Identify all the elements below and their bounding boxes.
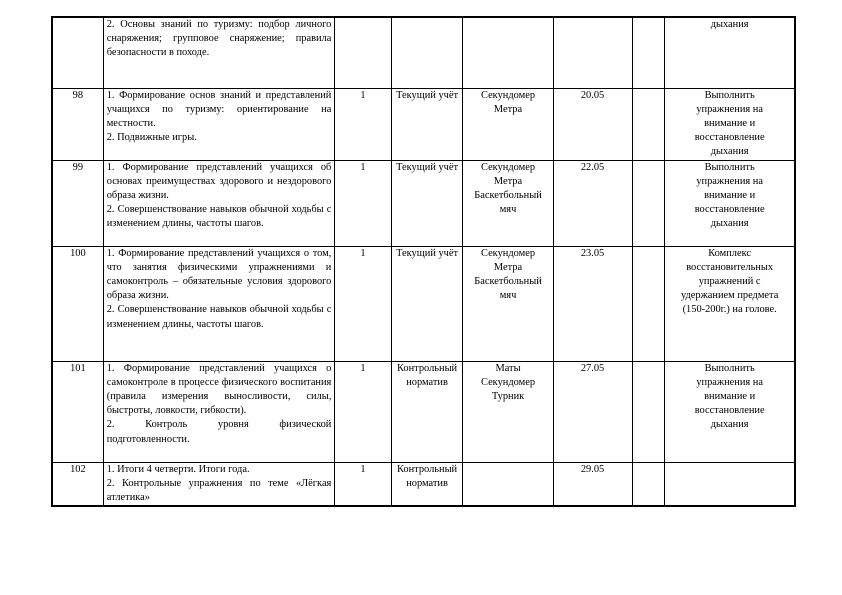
lesson-number-cell: 98 bbox=[52, 88, 103, 160]
control-type-cell: Текущий учёт bbox=[391, 246, 463, 361]
homework-line: дыхания bbox=[710, 19, 749, 30]
control-type-cell: Текущий учёт bbox=[391, 88, 463, 160]
table-row bbox=[52, 361, 795, 462]
equipment-item: Секундомер bbox=[481, 161, 536, 173]
homework-line: внимание и bbox=[704, 390, 756, 402]
lesson-topic-cell bbox=[103, 246, 335, 361]
hours-cell: 1 bbox=[335, 462, 391, 506]
note-cell bbox=[632, 160, 665, 246]
topic-paragraph: 2. Совершенствование навыков обычной ходьбы с изменением длины, частоты шагов. bbox=[106, 304, 332, 330]
date-cell: 27.05 bbox=[553, 361, 632, 462]
lesson-topic-cell bbox=[103, 88, 335, 160]
equipment-item: Баскетбольный bbox=[474, 275, 542, 287]
topic-paragraph: 1. Формирование представлений учащихся о самоконтроле в процессе физического воспитания (правила измерения выносливости, силы, быстроты, ловкости, гибкости). bbox=[106, 362, 332, 417]
lesson-topic-cell bbox=[103, 160, 335, 246]
lesson-plan-table bbox=[51, 16, 796, 507]
equipment-item: Метра bbox=[493, 103, 523, 115]
homework-line: дыхания bbox=[710, 218, 749, 230]
topic-paragraph: 2. Подвижные игры. bbox=[106, 132, 197, 144]
lesson-number-cell: 102 bbox=[52, 462, 103, 506]
note-cell bbox=[632, 361, 665, 462]
equipment-item: Секундомер bbox=[481, 376, 536, 388]
topic-paragraph: 2. Контроль уровня физической подготовленности. bbox=[106, 419, 332, 445]
lesson-number-cell: 100 bbox=[52, 246, 103, 361]
equipment-cell bbox=[463, 246, 553, 361]
date-cell: 23.05 bbox=[553, 246, 632, 361]
homework-line: дыхания bbox=[710, 419, 749, 431]
homework-line: Выполнить bbox=[704, 89, 755, 101]
equipment-item: Секундомер bbox=[481, 89, 536, 101]
homework-line: внимание и bbox=[704, 189, 756, 201]
topic-paragraph: 1. Формирование представлений учащихся о том, что занятия физическими упражнениями и самоконтроль – обязательные условия здорового образа жизни. bbox=[106, 247, 332, 302]
homework-line: упражнения на bbox=[696, 103, 763, 115]
hours-cell: 1 bbox=[335, 160, 391, 246]
homework-line: восстановительных bbox=[686, 261, 774, 273]
homework-line: Комплекс bbox=[708, 247, 752, 259]
hours-cell: 1 bbox=[335, 88, 391, 160]
homework-line: упражнений с bbox=[698, 275, 761, 287]
date-cell: 22.05 bbox=[553, 160, 632, 246]
homework-cell bbox=[665, 88, 795, 160]
homework-line: удержанием предмета bbox=[680, 290, 779, 302]
note-cell bbox=[632, 88, 665, 160]
lesson-number-cell: 101 bbox=[52, 361, 103, 462]
table-row bbox=[52, 246, 795, 361]
homework-line: восстановление bbox=[694, 405, 765, 417]
equipment-item: Баскетбольный bbox=[474, 189, 542, 201]
homework-line: (150-200г.) на голове. bbox=[682, 304, 777, 316]
topic-paragraph: 1. Итоги 4 четверти. Итоги года. bbox=[106, 463, 250, 475]
equipment-cell bbox=[463, 88, 553, 160]
topic-paragraph: 2. Основы знаний по туризму: подбор личного снаряжения; групповое снаряжение; правила безопасности в походе. bbox=[106, 19, 332, 59]
homework-line: дыхания bbox=[710, 146, 749, 158]
equipment-item: Метра bbox=[493, 175, 523, 187]
homework-line: Выполнить bbox=[704, 362, 755, 374]
date-cell: 29.05 bbox=[553, 462, 632, 506]
equipment-item: Маты bbox=[495, 362, 521, 374]
note-cell bbox=[632, 17, 665, 88]
homework-line: восстановление bbox=[694, 204, 765, 216]
equipment-cell bbox=[463, 17, 553, 88]
lesson-plan-body bbox=[52, 17, 795, 506]
homework-line: внимание и bbox=[704, 117, 756, 129]
table-row bbox=[52, 17, 795, 88]
lesson-topic-cell bbox=[103, 17, 335, 88]
table-row bbox=[52, 160, 795, 246]
equipment-cell bbox=[463, 160, 553, 246]
table-row bbox=[52, 462, 795, 506]
date-cell bbox=[553, 17, 632, 88]
control-type-cell: Контрольный норматив bbox=[391, 361, 463, 462]
homework-line: Выполнить bbox=[704, 161, 755, 173]
table-row bbox=[52, 88, 795, 160]
equipment-item: Секундомер bbox=[481, 247, 536, 259]
control-type-cell: Текущий учёт bbox=[391, 160, 463, 246]
equipment-cell bbox=[463, 361, 553, 462]
note-cell bbox=[632, 462, 665, 506]
hours-cell: 1 bbox=[335, 246, 391, 361]
lesson-number-cell bbox=[52, 17, 103, 88]
equipment-item: мяч bbox=[499, 204, 517, 216]
note-cell bbox=[632, 246, 665, 361]
topic-paragraph: 1. Формирование основ знаний и представлений учащихся по туризму: ориентирование на местности. bbox=[106, 89, 332, 129]
equipment-item: мяч bbox=[499, 290, 517, 302]
control-type-cell bbox=[391, 17, 463, 88]
lesson-topic-cell bbox=[103, 361, 335, 462]
hours-cell bbox=[335, 17, 391, 88]
lesson-topic-cell bbox=[103, 462, 335, 506]
topic-paragraph: 1. Формирование представлений учащихся об основах преимуществах здорового и нездорового образа жизни. bbox=[106, 161, 332, 201]
homework-line: восстановление bbox=[694, 132, 765, 144]
homework-cell bbox=[665, 361, 795, 462]
homework-line: упражнения на bbox=[696, 376, 763, 388]
equipment-cell bbox=[463, 462, 553, 506]
homework-cell bbox=[665, 160, 795, 246]
equipment-item: Метра bbox=[493, 261, 523, 273]
homework-cell bbox=[665, 246, 795, 361]
homework-cell bbox=[665, 17, 795, 88]
equipment-item: Турник bbox=[491, 390, 525, 402]
topic-paragraph: 2. Контрольные упражнения по теме «Лёгкая атлетика» bbox=[106, 477, 332, 503]
control-type-cell: Контрольный норматив bbox=[391, 462, 463, 506]
homework-cell bbox=[665, 462, 795, 506]
hours-cell: 1 bbox=[335, 361, 391, 462]
topic-paragraph: 2. Совершенствование навыков обычной ходьбы с изменением длины, частоты шагов. bbox=[106, 204, 332, 230]
lesson-number-cell: 99 bbox=[52, 160, 103, 246]
date-cell: 20.05 bbox=[553, 88, 632, 160]
homework-line: упражнения на bbox=[696, 175, 763, 187]
